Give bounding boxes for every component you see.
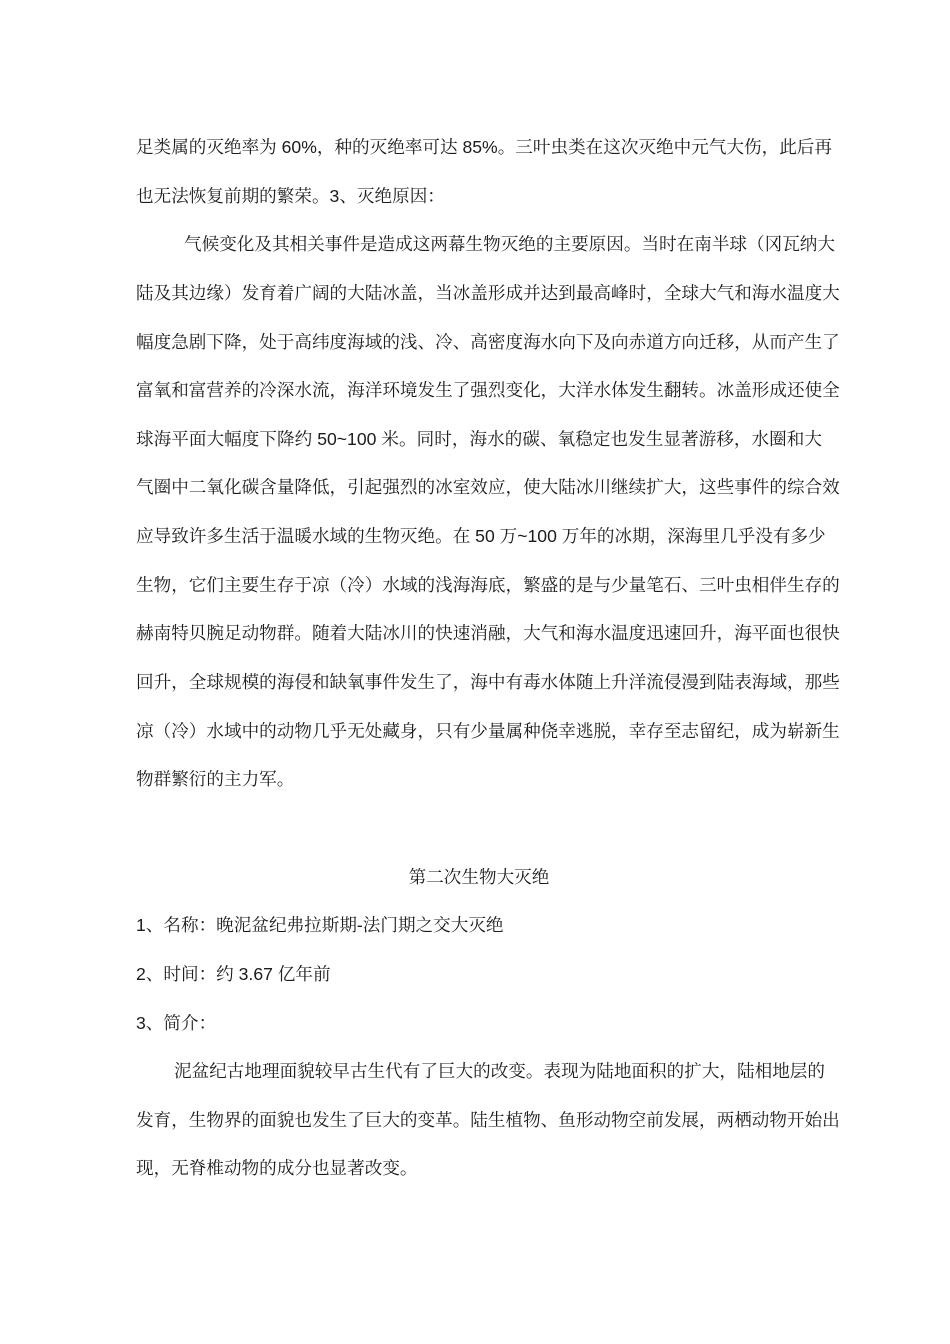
list-item-name: 1、名称：晚泥盆纪弗拉斯期-法门期之交大灭绝: [136, 915, 504, 936]
doc-line: 应导致许多生活于温暖水域的生物灭绝。在 50 万~100 万年的冰期，深海里几乎没有多少: [136, 526, 826, 547]
doc-line: 陆及其边缘）发育着广阔的大陆冰盖，当冰盖形成并达到最高峰时，全球大气和海水温度大: [136, 282, 840, 303]
doc-line: 球海平面大幅度下降约 50~100 米。同时，海水的碳、氧稳定也发生显著游移，水圈和大: [136, 428, 822, 449]
doc-line: 凉（冷）水域中的动物几乎无处藏身，只有少量属种侥幸逃脱，幸存至志留纪，成为崭新生: [136, 720, 840, 741]
doc-line: 气候变化及其相关事件是造成这两幕生物灭绝的主要原因。当时在南半球（冈瓦纳大: [184, 234, 835, 255]
section-heading: 第二次生物大灭绝: [408, 866, 550, 887]
blank-line: [136, 804, 822, 853]
doc-line: 幅度急剧下降，处于高纬度海域的浅、冷、高密度海水向下及向赤道方向迁移，从而产生了: [136, 331, 840, 352]
doc-line: 回升，全球规模的海侵和缺氧事件发生了，海中有毒水体随上升洋流侵漫到陆表海域，那些: [136, 672, 840, 693]
doc-line: 足类属的灭绝率为 60%，种的灭绝率可达 85%。三叶虫类在这次灭绝中元气大伤，此后再: [136, 137, 832, 157]
doc-line: 物群繁衍的主力军。: [136, 769, 295, 790]
document-body: [136, 123, 840, 1193]
doc-line: 气圈中二氧化碳含量降低，引起强烈的冰室效应，使大陆冰川继续扩大，这些事件的综合效: [136, 477, 840, 498]
list-item-intro: 3、简介：: [136, 1012, 217, 1033]
doc-line: 现，无脊椎动物的成分也显著改变。: [136, 1158, 418, 1179]
list-item-time: 2、时间：约 3.67 亿年前: [136, 963, 331, 984]
doc-line: 发育，生物界的面貌也发生了巨大的变革。陆生植物、鱼形动物空前发展，两栖动物开始出: [136, 1109, 840, 1130]
doc-line: 也无法恢复前期的繁荣。3、灭绝原因：: [136, 185, 445, 206]
doc-line: 赫南特贝腕足动物群。随着大陆冰川的快速消融，大气和海水温度迅速回升，海平面也很快: [136, 623, 840, 644]
doc-line: 生物，它们主要生存于凉（冷）水域的浅海海底，繁盛的是与少量笔石、三叶虫相伴生存的: [136, 574, 840, 595]
doc-line: 富氧和富营养的冷深水流，海洋环境发生了强烈变化，大洋水体发生翻转。冰盖形成还使全: [136, 380, 840, 401]
doc-line: 泥盆纪古地理面貌较早古生代有了巨大的改变。表现为陆地面积的扩大，陆相地层的: [174, 1061, 825, 1082]
